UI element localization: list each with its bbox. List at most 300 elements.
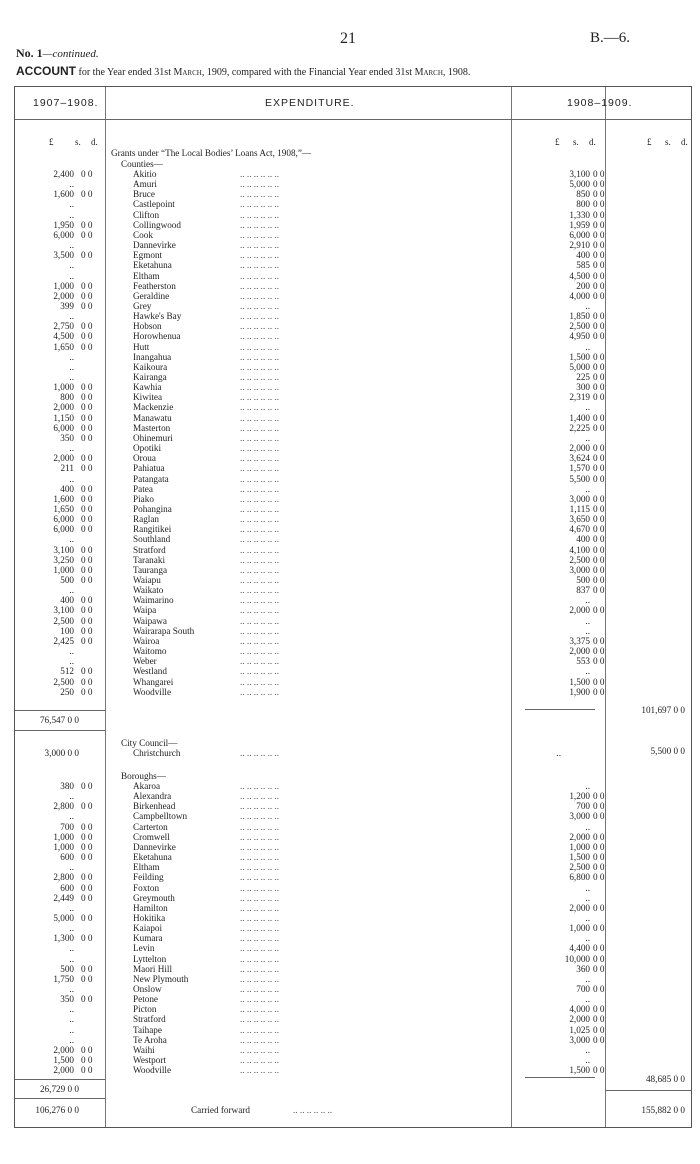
cur-amount: 3,100 — [569, 169, 590, 179]
cur-sd: 0 0 — [593, 646, 605, 657]
body-name: Woodville — [133, 1065, 172, 1076]
table-row — [15, 514, 691, 524]
subtotal-rule — [525, 1077, 595, 1078]
dot-leader: .. .. .. .. .. .. — [240, 311, 280, 322]
cur-sd: 0 0 — [593, 902, 605, 913]
table-row — [15, 974, 691, 984]
dot-leader: .. .. .. .. .. .. — [240, 882, 280, 893]
table-row — [15, 832, 691, 842]
body-name: Pahiatua — [133, 463, 165, 474]
prev-sd: 0 0 — [81, 781, 93, 791]
dot-leader: .. .. .. .. .. .. — [240, 1004, 280, 1015]
prev-sd: 0 0 — [81, 841, 93, 852]
dot-leader: .. .. .. .. .. .. — [240, 564, 280, 575]
prev-amount: 2,500 — [53, 615, 74, 626]
cur-amount: 5,000 — [569, 179, 590, 190]
dot-leader: .. .. .. .. .. .. — [240, 229, 280, 240]
body-name: Kaikoura — [133, 361, 168, 372]
cur-amount: .. — [585, 933, 590, 944]
table-row — [15, 964, 691, 974]
body-name: Levin — [133, 943, 155, 954]
boroughs-label: Boroughs— — [121, 771, 166, 781]
table-row — [15, 402, 691, 412]
body-name: Oroua — [133, 453, 156, 464]
cur-amount: 2,500 — [569, 862, 590, 873]
cur-amount: .. — [585, 994, 590, 1005]
table-row — [15, 862, 691, 872]
cur-amount: 1,000 — [569, 841, 590, 852]
cur-amount: 2,319 — [569, 392, 590, 403]
prev-sd: 0 0 — [81, 801, 93, 812]
body-name: Castlepoint — [133, 199, 175, 210]
table-row — [15, 210, 691, 220]
cur-amount: 2,500 — [569, 321, 590, 332]
cur-sd: 0 0 — [593, 189, 605, 200]
body-name: Petone — [133, 994, 159, 1005]
cur-sd: 0 0 — [593, 453, 605, 464]
dot-leader: .. .. .. .. .. .. — [240, 473, 280, 484]
prev-amount: 700 — [60, 821, 74, 832]
cur-sd: 0 0 — [593, 443, 605, 454]
dot-leader: .. .. .. .. .. .. — [293, 1105, 333, 1115]
cur-sd: 0 0 — [593, 841, 605, 852]
cur-amount: .. — [585, 300, 590, 311]
dot-leader: .. .. .. .. .. .. — [240, 534, 280, 545]
table-row — [15, 382, 691, 392]
prev-amount: 2,449 — [53, 892, 74, 903]
prev-sd: 0 0 — [81, 412, 93, 423]
dot-leader: .. .. .. .. .. .. — [240, 656, 280, 667]
dot-leader: .. .. .. .. .. .. — [240, 544, 280, 555]
prev-amount: .. — [69, 1014, 74, 1025]
prev-sd: 0 0 — [81, 392, 93, 403]
body-name: Featherston — [133, 280, 176, 291]
cur-amount: 500 — [576, 575, 590, 585]
table-row — [15, 260, 691, 270]
prev-amount: 2,000 — [53, 402, 74, 413]
prev-amount: 250 — [60, 686, 74, 697]
cur-sd: 0 0 — [593, 524, 605, 535]
cur-sd: 0 0 — [593, 463, 605, 474]
cur-sd: 0 0 — [593, 179, 605, 190]
body-name: Egmont — [133, 250, 163, 261]
dot-leader: .. .. .. .. .. .. — [240, 382, 280, 393]
body-name: Waikato — [133, 585, 164, 596]
prev-sd: 0 0 — [81, 493, 93, 504]
dot-leader: .. .. .. .. .. .. — [240, 872, 280, 883]
continued-word: —continued. — [42, 48, 99, 60]
prev-sd: 0 0 — [81, 635, 93, 646]
cur-amount: 1,330 — [569, 209, 590, 220]
prev-amount: 2,000 — [53, 290, 74, 301]
table-row — [15, 179, 691, 189]
cur-s: s. — [665, 137, 671, 147]
cur-sd: 0 0 — [593, 831, 605, 842]
cur-amount: .. — [585, 973, 590, 984]
table-row — [15, 392, 691, 402]
cur-sd: 0 0 — [593, 811, 605, 822]
prev-amount: 1,300 — [53, 933, 74, 944]
dot-leader: .. .. .. .. .. .. — [240, 503, 280, 514]
body-name: Waitomo — [133, 646, 167, 657]
cur-sd: 0 0 — [593, 1004, 605, 1015]
cur-l: £ — [647, 137, 652, 147]
prev-sd: 0 0 — [81, 554, 93, 565]
cur-sd: 0 0 — [593, 656, 605, 667]
cur-sd: 0 0 — [593, 923, 605, 934]
cur-amount: 850 — [576, 189, 590, 200]
dot-leader: .. .. .. .. .. .. — [240, 801, 280, 812]
body-name: Opotiki — [133, 443, 162, 454]
table-row — [15, 893, 691, 903]
cur-amount: 6,000 — [569, 229, 590, 240]
prev-amount: 2,000 — [53, 1065, 74, 1076]
cur-sd: 0 0 — [593, 564, 605, 575]
table-row — [15, 271, 691, 281]
prev-amount: .. — [69, 372, 74, 382]
cur-amount: 3,000 — [569, 564, 590, 575]
dot-leader: .. .. .. .. .. .. — [240, 933, 280, 944]
cur-sd: 0 0 — [593, 280, 605, 291]
table-row — [15, 1055, 691, 1065]
prev-sd: 0 0 — [81, 625, 93, 636]
body-name: Amuri — [133, 179, 157, 190]
body-name: New Plymouth — [133, 973, 189, 984]
body-name: Hutt — [133, 341, 150, 352]
prev-sd: 0 0 — [81, 453, 93, 464]
dot-leader: .. .. .. .. .. .. — [240, 372, 280, 382]
dot-leader: .. .. .. .. .. .. — [240, 1055, 280, 1066]
prev-amount: .. — [69, 270, 74, 281]
prev-sd: 0 0 — [81, 229, 93, 240]
body-name: Wairoa — [133, 635, 160, 646]
body-name: Tauranga — [133, 564, 168, 575]
cur-amount: .. — [585, 625, 590, 636]
body-name: Wairarapa South — [133, 625, 195, 636]
body-name: Foxton — [133, 882, 160, 893]
cur-sd: 0 0 — [593, 984, 605, 994]
subtotal-rule — [525, 709, 595, 710]
cur-d: d. — [589, 137, 596, 147]
dot-leader: .. .. .. .. .. .. — [240, 575, 280, 585]
prev-amount: 1,000 — [53, 841, 74, 852]
prev-sd: 0 0 — [81, 575, 93, 585]
table-row — [15, 321, 691, 331]
prev-sd: 0 0 — [81, 280, 93, 291]
table-row — [15, 801, 691, 811]
prev-amount: 600 — [60, 882, 74, 893]
cur-sd: 0 0 — [593, 635, 605, 646]
cur-amount: 3,624 — [569, 453, 590, 464]
body-name: Lyttelton — [133, 953, 167, 964]
prev-amount: 1,000 — [53, 831, 74, 842]
cur-sd: 0 0 — [593, 250, 605, 261]
prev-sd: 0 0 — [81, 1055, 93, 1066]
cur-amount: 2,000 — [569, 1014, 590, 1025]
prev-amount: .. — [69, 943, 74, 954]
cur-d: d. — [681, 137, 688, 147]
cur-sd: 0 0 — [593, 575, 605, 585]
cur-sd: 0 0 — [593, 412, 605, 423]
cur-amount: 1,115 — [569, 503, 590, 514]
body-name: Picton — [133, 1004, 157, 1015]
prev-sd: 0 0 — [81, 250, 93, 261]
table-row — [15, 687, 691, 697]
table-row — [15, 656, 691, 666]
prev-sd: 0 0 — [81, 382, 93, 393]
prev-amount: 399 — [60, 300, 74, 311]
cur-amount: 800 — [576, 199, 590, 210]
prev-amount: 211 — [60, 463, 74, 474]
table-row — [15, 1004, 691, 1014]
table-row — [15, 822, 691, 832]
prev-amount: .. — [69, 811, 74, 822]
cur-amount: 4,950 — [569, 331, 590, 342]
cur-sd: 0 0 — [593, 209, 605, 220]
prev-sd: 0 0 — [81, 973, 93, 984]
prev-amount: .. — [69, 862, 74, 873]
cur-amount: .. — [585, 1044, 590, 1055]
cur-sd: 0 0 — [593, 473, 605, 484]
body-name: Feilding — [133, 872, 164, 883]
body-name: Westland — [133, 666, 167, 677]
cur-amount: .. — [585, 1055, 590, 1066]
prev-amount: 6,000 — [53, 514, 74, 525]
table-row — [15, 189, 691, 199]
table-row — [15, 534, 691, 544]
cur-amount: 3,000 — [569, 1034, 590, 1045]
dot-leader: .. .. .. .. .. .. — [240, 984, 280, 994]
cur-amount: 1,025 — [569, 1024, 590, 1035]
body-name: Kawhia — [133, 382, 162, 393]
table-row — [15, 484, 691, 494]
body-name: Weber — [133, 656, 157, 667]
cur-sd: 0 0 — [593, 351, 605, 362]
table-row — [15, 1045, 691, 1055]
dot-leader: .. .. .. .. .. .. — [240, 595, 280, 606]
prev-amount: .. — [69, 311, 74, 322]
table-row — [15, 872, 691, 882]
header-rule — [15, 119, 691, 120]
prev-sd: 0 0 — [81, 321, 93, 332]
total-rule — [15, 1098, 105, 1099]
body-name: Waiapu — [133, 575, 161, 585]
table-row — [15, 463, 691, 473]
cur-amount: 5,500 — [569, 473, 590, 484]
table-row — [15, 1014, 691, 1024]
prev-amount: 2,400 — [53, 169, 74, 179]
table-row — [15, 585, 691, 595]
prev-amount: 6,000 — [53, 422, 74, 433]
table-row — [15, 1025, 691, 1035]
dot-leader: .. .. .. .. .. .. — [240, 240, 280, 251]
prev-amount: 1,000 — [53, 382, 74, 393]
body-name: Alexandra — [133, 791, 172, 802]
table-row — [15, 923, 691, 933]
dot-leader: .. .. .. .. .. .. — [240, 179, 280, 190]
body-name: Campbelltown — [133, 811, 188, 822]
continued-line — [16, 46, 99, 61]
table-row — [15, 230, 691, 240]
dot-leader: .. .. .. .. .. .. — [240, 841, 280, 852]
prev-sd: 0 0 — [81, 666, 93, 677]
body-name: Hawke's Bay — [133, 311, 182, 322]
table-row — [15, 352, 691, 362]
prev-amount: .. — [69, 199, 74, 210]
cur-sd: 0 0 — [593, 686, 605, 697]
dot-leader: .. .. .. .. .. .. — [240, 422, 280, 433]
cur-amount: 553 — [576, 656, 590, 667]
prev-amount: 1,650 — [53, 341, 74, 352]
prev-amount: 6,000 — [53, 229, 74, 240]
cur-sd: 0 0 — [593, 514, 605, 525]
body-name: Kaiapoi — [133, 923, 163, 934]
prev-sd: 0 0 — [81, 831, 93, 842]
counties-prev-total: 76,547 0 0 — [39, 715, 79, 725]
cur-sd: 0 0 — [593, 862, 605, 873]
prev-amount: 400 — [60, 595, 74, 606]
dot-leader: .. .. .. .. .. .. — [240, 994, 280, 1005]
cur-amount: 1,200 — [569, 791, 590, 802]
prev-sd: 0 0 — [81, 290, 93, 301]
table-row — [15, 595, 691, 605]
cur-amount: 3,000 — [569, 493, 590, 504]
cur-amount: 5,000 — [569, 361, 590, 372]
dot-leader: .. .. .. .. .. .. — [240, 463, 280, 474]
prev-sd: 0 0 — [81, 872, 93, 883]
cur-sd: 0 0 — [593, 311, 605, 322]
cur-amount: 2,000 — [569, 605, 590, 616]
prev-sd: 0 0 — [81, 882, 93, 893]
dot-leader: .. .. .. .. .. .. — [240, 862, 280, 873]
cur-amount: .. — [585, 595, 590, 606]
account-title: ACCOUNT for the Year ended 31st March, 1909, compared with the Financial Year ended 31st March, 1908. — [16, 64, 471, 78]
dot-leader: .. .. .. .. .. .. — [240, 1024, 280, 1035]
table-row — [15, 677, 691, 687]
grants-title: Grants under “The Local Bodies’ Loans Act, 1908,”— — [111, 148, 312, 158]
cur-amount: 1,500 — [569, 676, 590, 687]
table-row — [15, 494, 691, 504]
prev-sd: 0 0 — [81, 994, 93, 1005]
body-name: Rangitikei — [133, 524, 172, 535]
prev-sd: 0 0 — [81, 169, 93, 179]
cur-amount: 200 — [576, 280, 590, 291]
cur-amount: 1,570 — [569, 463, 590, 474]
dot-leader: .. .. .. .. .. .. — [240, 781, 280, 791]
prev-sd: 0 0 — [81, 686, 93, 697]
dot-leader: .. .. .. .. .. .. — [240, 605, 280, 616]
body-name: Te Aroha — [133, 1034, 167, 1045]
city-cur-total: 5,500 0 0 — [650, 746, 685, 756]
cur-sd: 0 0 — [593, 199, 605, 210]
prev-amount: 1,600 — [53, 493, 74, 504]
prev-amount: 500 — [60, 963, 74, 974]
table-row — [15, 791, 691, 801]
body-name: Cromwell — [133, 831, 170, 842]
prev-sd: 0 0 — [81, 402, 93, 413]
cur-sd: 0 0 — [593, 169, 605, 179]
body-name: Cook — [133, 229, 153, 240]
table-row — [15, 413, 691, 423]
body-name: Collingwood — [133, 219, 181, 230]
dot-leader: .. .. .. .. .. .. — [240, 615, 280, 626]
cur-amount: 3,000 — [569, 811, 590, 822]
prev-amount: .. — [69, 260, 74, 271]
body-name: Hamilton — [133, 902, 168, 913]
prev-sd: 0 0 — [81, 503, 93, 514]
prev-amount: 500 — [60, 575, 74, 585]
cur-amount: 4,400 — [569, 943, 590, 954]
prev-sd: 0 0 — [81, 544, 93, 555]
cur-l: £ — [49, 137, 54, 147]
cur-amount: 1,400 — [569, 412, 590, 423]
dot-leader: .. .. .. .. .. .. — [240, 361, 280, 372]
body-name: Westport — [133, 1055, 166, 1066]
body-name: Patea — [133, 483, 153, 494]
prev-sd: 0 0 — [81, 331, 93, 342]
body-name: Waipawa — [133, 615, 167, 626]
prev-amount: .. — [69, 1034, 74, 1045]
table-row — [15, 954, 691, 964]
cur-amount: 400 — [576, 250, 590, 261]
body-name: Kumara — [133, 933, 163, 944]
dot-leader: .. .. .. .. .. .. — [240, 912, 280, 923]
prev-amount: .. — [69, 656, 74, 667]
body-name: Masterton — [133, 422, 171, 433]
prev-amount: .. — [69, 534, 74, 545]
cur-sd: 0 0 — [593, 1065, 605, 1076]
prev-amount: .. — [69, 1004, 74, 1015]
prev-amount: .. — [69, 646, 74, 657]
dot-leader: .. .. .. .. .. .. — [240, 902, 280, 913]
dot-leader: .. .. .. .. .. .. — [240, 943, 280, 954]
table-row — [15, 545, 691, 555]
cur-sd: 0 0 — [593, 1034, 605, 1045]
prev-year-header: 1907–1908. — [33, 97, 99, 109]
cur-amount: .. — [585, 615, 590, 626]
body-name: Eketahuna — [133, 260, 172, 271]
body-name: Mackenzie — [133, 402, 174, 413]
prev-sd: 0 0 — [81, 341, 93, 352]
table-row — [15, 240, 691, 250]
table-row — [15, 616, 691, 626]
subtotal-rule — [15, 1079, 105, 1080]
prev-sd: 0 0 — [81, 963, 93, 974]
table-row — [15, 575, 691, 585]
prev-amount: .. — [69, 902, 74, 913]
dot-leader: .. .. .. .. .. .. — [240, 392, 280, 403]
cur-amount: .. — [585, 483, 590, 494]
dot-leader: .. .. .. .. .. .. — [240, 483, 280, 494]
body-name: Dannevirke — [133, 240, 176, 251]
cur-sd: 0 0 — [593, 963, 605, 974]
prev-amount: .. — [69, 791, 74, 802]
cur-amount: 1,500 — [569, 1065, 590, 1076]
cur-s: s. — [573, 137, 579, 147]
prev-amount: 1,150 — [53, 412, 74, 423]
cur-amount: 1,900 — [569, 686, 590, 697]
body-name: Pohangina — [133, 503, 172, 514]
dot-leader: .. .. .. .. .. .. — [240, 791, 280, 802]
prev-amount: 800 — [60, 392, 74, 403]
cur-amount: 2,000 — [569, 646, 590, 657]
cur-amount: 1,500 — [569, 852, 590, 863]
prev-sd: 0 0 — [81, 463, 93, 474]
prev-sd: 0 0 — [81, 432, 93, 443]
prev-amount: .. — [69, 1024, 74, 1035]
table-row — [15, 372, 691, 382]
dot-leader: .. .. .. .. .. .. — [240, 821, 280, 832]
